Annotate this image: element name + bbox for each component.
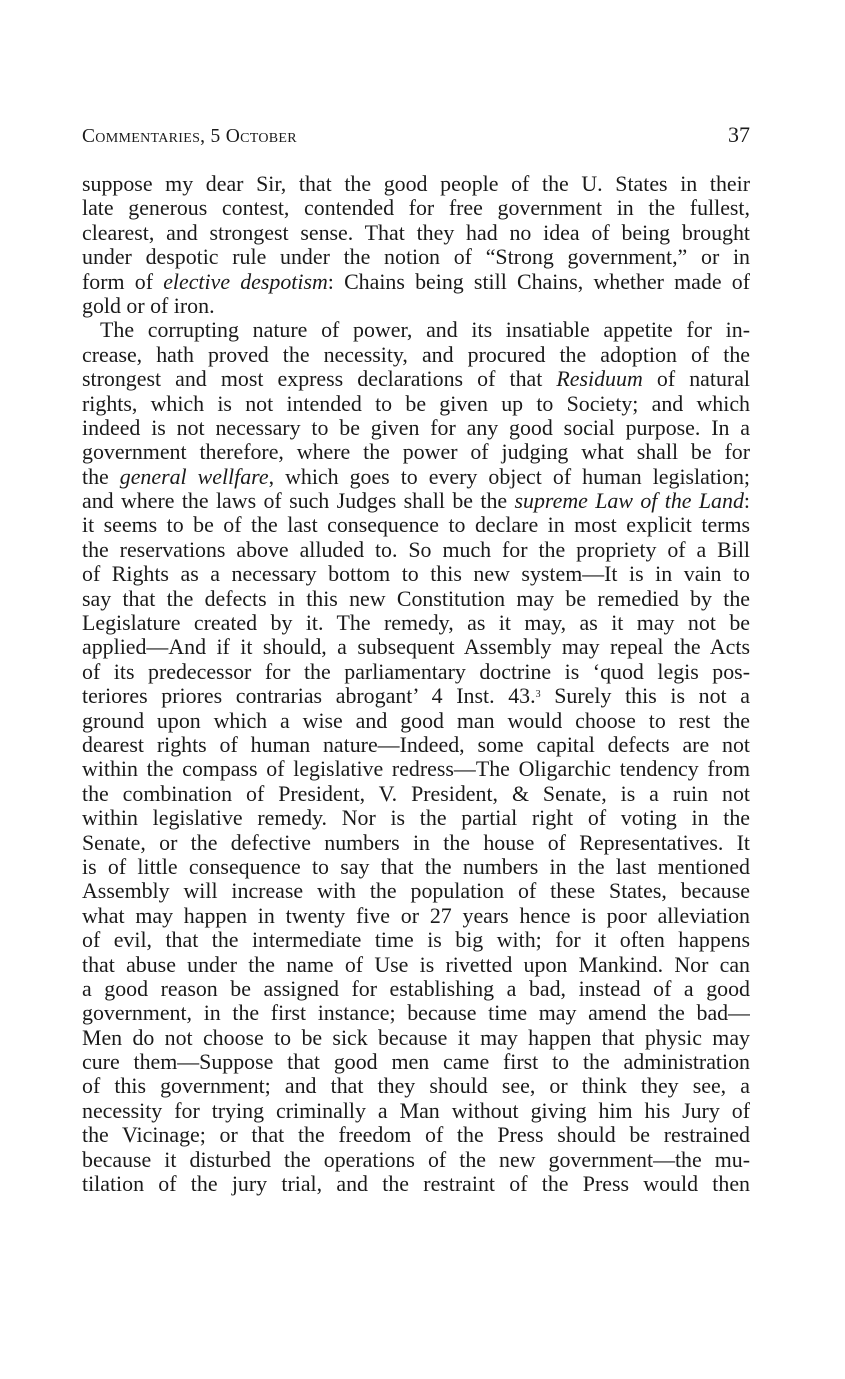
body-text [82, 172, 750, 1196]
text-line: The corrupting nature of power, and its insatiable appetite for in- [100, 318, 750, 343]
text-line: within the compass of legislative redress—The Oligarchic tendency from [82, 757, 750, 782]
text-line: government therefore, where the power of judging what shall be for [82, 440, 750, 465]
text-line: and where the laws of such Judges shall be the supreme Law of the Land: [82, 489, 750, 514]
text-line: of evil, that the intermediate time is big with; for it often happens [82, 928, 750, 953]
text-line: the combination of President, V. President, & Senate, is a ruin not [82, 781, 750, 806]
text-line: gold or of iron. [82, 293, 215, 318]
paragraph [82, 172, 750, 318]
text-line: a good reason be assigned for establishing a bad, instead of a good [82, 976, 750, 1001]
text-line: dearest rights of human nature—Indeed, some capital defects are not [82, 732, 750, 757]
text-line: ground upon which a wise and good man would choose to rest the [82, 708, 750, 733]
text-line: Men do not choose to be sick because it may happen that physic may [82, 1025, 750, 1050]
text-line: that abuse under the name of Use is rivetted upon Mankind. Nor can [82, 952, 750, 977]
text-line: late generous contest, contended for free government in the fullest, [82, 196, 750, 221]
text-line: of its predecessor for the parliamentary doctrine is ‘quod legis pos- [82, 659, 750, 684]
text-line: it seems to be of the last consequence to declare in most explicit terms [82, 513, 750, 538]
page-number: 37 [728, 122, 750, 147]
text-line: necessity for trying criminally a Man without giving him his Jury of [82, 1098, 750, 1123]
text-line: cure them—Suppose that good men came first to the administration [82, 1050, 750, 1075]
text-line: Assembly will increase with the population of these States, because [82, 879, 750, 904]
text-line: teriores priores contrarias abrogant’ 4 Inst. 43.$^3$ Surely this is not a [82, 684, 750, 709]
text-line: the reservations above alluded to. So much for the propriety of a Bill [82, 537, 750, 562]
page-header [82, 122, 750, 154]
text-line: clearest, and strongest sense. That they had no idea of being brought [82, 220, 750, 245]
text-line: under despotic rule under the notion of “Strong government,” or in [82, 245, 750, 270]
text-line: tilation of the jury trial, and the restraint of the Press would then [82, 1172, 750, 1197]
text-line: because it disturbed the operations of the new government—the mu- [82, 1147, 750, 1172]
text-line: is of little consequence to say that the numbers in the last mentioned [82, 854, 750, 879]
text-line: of this government; and that they should see, or think they see, a [82, 1074, 750, 1099]
paragraph [82, 318, 750, 1196]
text-line: within legislative remedy. Nor is the partial right of voting in the [82, 806, 750, 831]
text-line: what may happen in twenty five or 27 years hence is poor alleviation [82, 903, 750, 928]
text-line: government, in the first instance; because time may amend the bad— [82, 1001, 750, 1026]
text-line: Legislature created by it. The remedy, as it may, as it may not be [82, 611, 750, 636]
text-line: the general wellfare, which goes to every object of human legislation; [82, 464, 750, 489]
text-line: the Vicinage; or that the freedom of the Press should be restrained [82, 1123, 750, 1148]
text-line: indeed is not necessary to be given for any good social purpose. In a [82, 415, 750, 440]
text-line: of Rights as a necessary bottom to this new system—It is in vain to [82, 562, 750, 587]
text-line: crease, hath proved the necessity, and procured the adoption of the [82, 342, 750, 367]
text-line: applied—And if it should, a subsequent Assembly may repeal the Acts [82, 635, 750, 660]
text-line: Senate, or the defective numbers in the house of Representatives. It [82, 830, 750, 855]
text-line: form of elective despotism: Chains being still Chains, whether made of [82, 269, 750, 294]
running-head: Commentaries, 5 October [82, 126, 297, 147]
text-line: rights, which is not intended to be given up to Society; and which [82, 391, 750, 416]
text-line: strongest and most express declarations of that Residuum of natural [82, 367, 750, 392]
text-line: suppose my dear Sir, that the good people of the U. States in their [82, 172, 750, 196]
text-line: say that the defects in this new Constitution may be remedied by the [82, 586, 750, 611]
